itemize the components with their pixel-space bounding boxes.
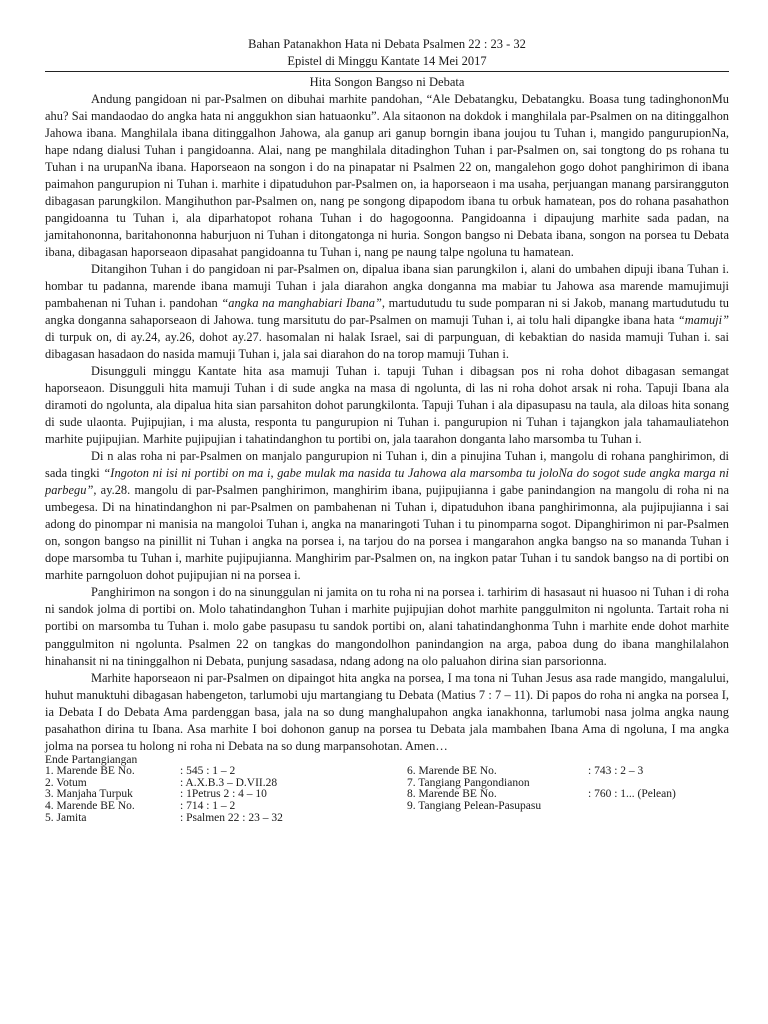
order-item: 8. Marende BE No. : 760 : 1... (Pelean) — [407, 788, 676, 801]
paragraph-2-quote-2: “mamuji” — [677, 313, 729, 328]
order-item: 3. Manjaha Turpuk : 1Petrus 2 : 4 – 10 — [45, 788, 267, 801]
paragraph-4-quote: “Ingoton ni isi ni portibi on ma i, gabe mulak ma nasida tu Jahowa ala marsomba tu joloNa do sogot sude angka marga ni parbegu” — [45, 466, 729, 498]
paragraph-5: Panghirimon na songon i do na sinunggulan ni jamita on tu roha ni na porsea i. tarhirim di hasasaut ni huasoo ni Tuhan i di roha ni sandok jolma di portibi on. Molo tahatindanghon Tuhan i marhite pujipujian dohot marhite panggulmiton ni ngolunta. Tartait roha ni portibi on marsomba tu Tuhan i. molo gabe pasupasu tu sandok portibi on, alani tahatindanghonma Tuhn i marhite ende dohot marhite panggulmiton ni ngolunta. Psalmen 22 on tangkas do mangondolhon panindangion na arga, paboa dung do ibana manghilalahon hinahansit ni na tininggalhon ni Debata, punjung sasadasa, ndang adong na olo paluahon dirina sian parsorionna. — [45, 585, 729, 668]
header-subtitle: Epistel di Minggu Kantate 14 Mei 2017 — [287, 54, 487, 68]
paragraph-4-text-a: Di n alas roha ni par-Psalmen on manjalo pangurupion ni Tuhan i, din a pinujina Tuhan i, mangolu di rohana panghirimon, di sada tingki — [45, 449, 729, 481]
paragraph-2-text-b: , martudutudu tu sude pomparan ni si Jakob, manang martudutudu tu angka donganna sahaporseaon di Jahowa. tung marsitutu do par-Psalmen on mamuji Tuhan i, ai tolu hali dipangke ibana hata — [45, 296, 729, 328]
paragraph-4 — [45, 448, 729, 584]
paragraph-3: Disungguli minggu Kantate hita asa mamuji Tuhan i. tapuji Tuhan i dibagsan pos ni roha dohot dibagasan semangat haporseaon. Disungguli hita mamuji Tuhan i di sude angka na masa di ngolunta, di las ni roha dohot arsak ni roha. Tapuji Ibana ala diramoti do ngolunta, ala dipalua hita sian parsahiton dohot parungkilonta. Tapuji Tuhan i ala dipasupasu na taula, ala diloas hita sonang di sude ulaonta. Pujipujian, i ma alusta, responta tu pangurupion ni Tuhan i. pangurupion ni Tuhan i tajangkon jala tahamauliatehon marhite pujipujian. Marhite pujipujian i tahatindanghon tu portibi on, jala taarahon donganta laho marsomba tu Tuhan i. — [45, 364, 729, 447]
paragraph-2-text-c: di turpuk on, di ay.24, ay.26, dohot ay.27. hasomalan ni halak Israel, sai di parpunguan, di kebaktian do nasida mamuji Tuhan i. sai dibagasan hasadaon do nasida mamuji Tuhan i, jala sai diarahon do na torop mamuji Tuhan i. — [45, 330, 729, 362]
sermon-title: Hita Songon Bangso ni Debata — [309, 75, 465, 89]
order-of-service-title: Ende Partangiangan — [45, 753, 138, 766]
order-item: 1. Marende BE No. : 545 : 1 – 2 — [45, 765, 236, 778]
header-divider — [45, 71, 729, 72]
paragraph-2-quote-1: “angka na manghabiari Ibana” — [221, 296, 382, 311]
order-item: 2. Votum : A.X.B.3 – D.VII.28 — [45, 776, 278, 789]
paragraph-6: Marhite haporseaon ni par-Psalmen on dipaingot hita angka na porsea, I ma tona ni Tuhan Jesus asa rade mangido, mangalului, huhut manuktuhi dibagasan habengeton, tarlumobi uju martangiang tu Debata (Matius 7 : 7 – 11). Di papos do roha ni angka na porsea I, ia Debata I do Debata Ama pardenggan basa, jala na so dung manghalupahon angka ianakhonna, tarlumobi nasa jolma angka naung pasahathon dirina tu Ibana. Asa marhite I boi dohonon ganup na porsea tu Debata jala mambahen Ibana Ama di ngoluna, I ma angka jolma na porsea tu holong ni roha ni Debata na so dung marpansohotan. Amen… — [45, 670, 729, 753]
order-of-service — [45, 766, 729, 836]
document-page — [45, 36, 729, 836]
order-left-column — [45, 766, 380, 824]
order-right-column — [407, 766, 676, 812]
paragraph-2 — [45, 261, 729, 363]
paragraph-2-text-a: Ditangihon Tuhan i do pangidoan ni par-Psalmen on, dipalua ibana sian parungkilon i, alani do umbahen dipuji ibana Tuhan i. hombar tu padanna, marende ibana mamuji Tuhan i jala diarahon angka donganna ma mabiar tu Jahowa asa marende mamujimuji pambahenan ni Tuhan i. pandohan — [45, 262, 729, 311]
paragraph-4-text-b: , ay.28. mangolu di par-Psalmen panghirimon, manghirim ibana, pujipujianna i gabe panindangion na mangolu di roha ni na umbegesa. Di na hinatindanghon ni par-Psalmen on pambahenan ni Tuhan i, dipatuduhon ibana panghirimonna, ala pujipujianna i sai adong do pinompar ni manisia na mangoloi Tuhan i, angka na manaringoti Tuhan i tu pinomparna sogot. Dipanghirimon ni par-Psalmen on, songon bangso na pinillit ni Tuhan i angka na porsea i, na tarjou do na porsea i mangarahon angka bangso na so mananda Tuhan i dope marsomba tu Tuhan i, marhite pujipujianna. Manghirim par-Psalmen on, na ingkon patar Tuhan i tu sandok bangso na di portibi on marhite parngoluon dohot pujipujian ni na porsea i. — [45, 483, 729, 583]
order-item: 6. Marende BE No. : 743 : 2 – 3 — [407, 765, 644, 778]
sermon-body — [45, 91, 729, 755]
header-title: Bahan Patanakhon Hata ni Debata Psalmen 22 : 23 - 32 — [248, 37, 526, 51]
order-item: 9. Tangiang Pelean-Pasupasu — [407, 799, 542, 812]
paragraph-1: Andung pangidoan ni par-Psalmen on dibuhai marhite pandohan, “Ale Debatangku, Debatangku. Boasa tung tadinghononMu ahu? Sai mandaodao do angka hata ni anggukhon sian hatuaonku”. Ala sitaonon na dokdok i manghilala par-Psalmen on na ditinggalhon Jahowa ibana. Manghilala ibana ditinggalhon Jahowa, ala ganup ari ganup borngin ibana joujou tu Tuhan i, mangido pangurupionNa, hape ndang dialusi Tuhan i pangidoanna. Alai, nang pe manghilala ditadinghon Tuhan i par-Psalmen on, sai tongtong do ps rohana tu Tuhan i na urupanNa ibana. Haporseaon na songon i do na pinapatar ni Psalmen 22 on, mangalehon gogo dohot panghirimon di ibana paimahon pangurupion ni Tuhan i. marhite i dipatuduhon par-Psalmen on, ia haporseaon i ma usaha, perjuangan manang parsirangguton dibagasan parungkilon. Mangihuthon par-Psalmen on, nang pe songong dipapodom ibana tu orbuk hamatean, pos do rohana pasahathon pangidoanna tu Tuhan i, ala diparhatopot rohana Tuhan i do hagogoonna. Pangidoanna i dipaujung marhite sada padan, na jamitahononna, baritahononna haburjuon ni Tuhan i ditongatonga ni huria. Songon bangso ni Debata ibana, songon na porsea tu Debata ibana, dibagasan haporseaon dipasahat pangidoanna tu Tuhan i, nang pe naung talpe ngoluna tu hamatean. — [45, 92, 729, 260]
order-item: 4. Marende BE No. : 714 : 1 – 2 — [45, 799, 236, 812]
order-item: 5. Jamita : Psalmen 22 : 23 – 32 — [45, 811, 283, 824]
order-item: 7. Tangiang Pangondianon — [407, 776, 530, 789]
